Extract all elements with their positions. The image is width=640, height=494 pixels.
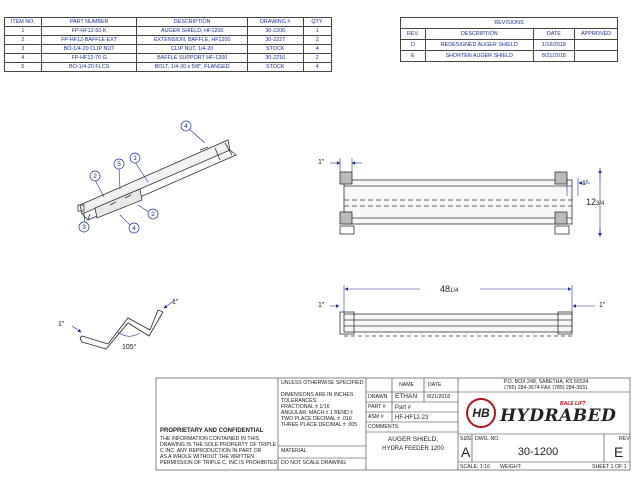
- revision-cell: D: [401, 40, 426, 51]
- rev-header-rev: REV.: [401, 29, 426, 40]
- proprietary-line: AS A WHOLE WITHOUT THE WRITTEN: [160, 454, 255, 460]
- bom-cell: BOLT, 1/4-20 x 5/8", FLANGED: [137, 63, 247, 72]
- bom-header-description: DESCRIPTION: [137, 18, 247, 27]
- part-label: PART #: [368, 404, 386, 410]
- balloon-label: 1: [133, 155, 137, 163]
- rev-header-approved: APPROVED: [575, 29, 618, 40]
- rev-header-description: DESCRIPTION: [425, 29, 533, 40]
- bom-cell: 2: [303, 54, 331, 63]
- dwg-label: DWG. NO.: [475, 436, 500, 442]
- hydrabed-logo-mark: HB: [466, 398, 496, 428]
- bom-cell: 1: [303, 27, 331, 36]
- bom-cell: EXTENSION, BAFFLE, HF1200: [137, 36, 247, 45]
- asm-label: ASM #: [368, 414, 384, 420]
- bom-cell: 4: [5, 54, 42, 63]
- part-title-line-2: HYDRA FEEDER 1200: [382, 446, 444, 452]
- weight-label: WEIGHT:: [500, 464, 522, 470]
- size-label: SIZE: [460, 436, 472, 442]
- bom-cell: 1: [5, 27, 42, 36]
- bom-cell: 5: [5, 63, 42, 72]
- bom-cell: FP-HF12-50 K: [41, 27, 137, 36]
- rev-value: E: [614, 444, 624, 460]
- front-height-value: 12: [586, 197, 597, 207]
- bom-cell: 2: [303, 36, 331, 45]
- bom-header-item: ITEM NO.: [5, 18, 42, 27]
- balloon-label: 4: [132, 225, 136, 233]
- balloon-label: 4: [184, 123, 188, 131]
- bom-cell: 30-2206: [247, 27, 303, 36]
- bracket-right-dim: 1": [172, 299, 179, 306]
- revision-cell: 8/21/2018: [533, 51, 575, 62]
- bom-cell: CLIP NUT, 1/4-20: [137, 45, 247, 54]
- proprietary-line: THE INFORMATION CONTAINED IN THIS: [160, 436, 260, 442]
- bom-cell: 2: [5, 36, 42, 45]
- side-length-value: 48: [440, 284, 451, 294]
- proprietary-line: PERMISSION OF TRIPLE C, INC IS PROHIBITED.: [160, 460, 279, 466]
- bom-cell: BO-1/4-20 CLIP NUT: [41, 45, 137, 54]
- bom-cell: BAFFLE SUPPORT HF-1200: [137, 54, 247, 63]
- revision-cell: E: [401, 51, 426, 62]
- drawn-date: 8/21/2018: [427, 394, 451, 400]
- proprietary-line: DRAWING IS THE SOLE PROPERTY OF TRIPLE: [160, 442, 277, 448]
- part-title-line-1: AUGER SHIELD,: [387, 436, 439, 443]
- revisions-title: REVISIONS: [401, 18, 618, 29]
- bom-header-part: PART NUMBER: [41, 18, 137, 27]
- revision-cell: REDESIGNED AUGER SHIELD: [425, 40, 533, 51]
- bom-cell: BO-1/4-20 FLCS: [41, 63, 137, 72]
- balloon-label: 2: [151, 211, 155, 219]
- tolerance-line: TOLERANCES:: [281, 398, 318, 404]
- scale-value: SCALE: 1:16: [460, 464, 490, 470]
- balloon-label: 2: [93, 173, 97, 181]
- drawn-label: DRAWN: [368, 394, 388, 400]
- bom-cell: 30-2216: [247, 54, 303, 63]
- no-scale-note: DO NOT SCALE DRAWING: [281, 460, 346, 466]
- tolerance-line: UNLESS OTHERWISE SPECIFIED:: [281, 380, 365, 386]
- address-line-2: (785) 284-3674 FAX (785) 284-3931: [504, 385, 588, 391]
- tolerance-line: DIMENSIONS ARE IN INCHES: [281, 392, 354, 398]
- front-left-dim: 1": [318, 159, 325, 166]
- bom-cell: 4: [303, 45, 331, 54]
- bale-lift-label: BALE LIFT: [560, 401, 586, 407]
- sheet-value: SHEET 1 OF 1: [592, 464, 627, 470]
- balloon-label: 3: [82, 224, 86, 232]
- bom-cell: FP-HF12-BAFFLE EXT: [41, 36, 137, 45]
- proprietary-title: PROPRIETARY AND CONFIDENTIAL: [160, 428, 264, 434]
- bom-cell: 30-2227: [247, 36, 303, 45]
- tolerance-line: THREE PLACE DECIMAL ± .005: [281, 422, 358, 428]
- bom-cell: STOCK: [247, 63, 303, 72]
- address-line-1: P.O. BOX 248, SABETHA, KS 66534: [503, 379, 589, 385]
- side-left-dim: 1": [318, 302, 325, 309]
- bom-header-qty: QTY.: [303, 18, 331, 27]
- bracket-left-dim: 1": [58, 321, 65, 328]
- size-value: A: [461, 444, 471, 460]
- part-value: Part #: [395, 405, 412, 411]
- bracket-angle-dim: 105°: [122, 344, 137, 351]
- side-right-dim: 1": [599, 302, 606, 309]
- revision-cell: SHORTEN AUGER SHIELD: [425, 51, 533, 62]
- name-header: NAME: [399, 382, 414, 388]
- bom-cell: FP-HF12-70 G: [41, 54, 137, 63]
- bom-cell: 3: [5, 45, 42, 54]
- hydrabed-logo-text: HYDRABED: [500, 406, 617, 426]
- revision-cell: 1/16/2018: [533, 40, 575, 51]
- bom-cell: AUGER SHIELD, HF1200: [137, 27, 247, 36]
- drawn-name: ETHAN: [395, 393, 418, 400]
- bom-header-drawing: DRAWING #: [247, 18, 303, 27]
- tolerance-line: FRACTIONAL ± 1/16: [281, 404, 330, 410]
- date-header: DATE: [428, 382, 442, 388]
- balloon-label: 5: [117, 161, 121, 169]
- comments-label: COMMENTS:: [368, 424, 400, 430]
- bom-cell: 4: [303, 63, 331, 72]
- dwg-number: 30-1200: [517, 446, 559, 458]
- proprietary-line: C INC. ANY REPRODUCTION IN PART OR: [160, 448, 262, 454]
- rev-header-date: DATE: [533, 29, 575, 40]
- rev-label: REV: [619, 436, 630, 442]
- material-label: MATERIAL: [281, 448, 307, 454]
- asm-value: HF-HF12-23: [395, 415, 429, 421]
- tolerance-line: TWO PLACE DECIMAL ± .010: [281, 416, 352, 422]
- front-height-fraction: 3/4: [596, 201, 605, 207]
- side-length-fraction: 1/4: [450, 288, 459, 294]
- tolerance-line: ANGULAR: MACH ± 1 BEND ±: [281, 410, 353, 416]
- front-right-dim: 1": [582, 180, 589, 187]
- bom-cell: STOCK: [247, 45, 303, 54]
